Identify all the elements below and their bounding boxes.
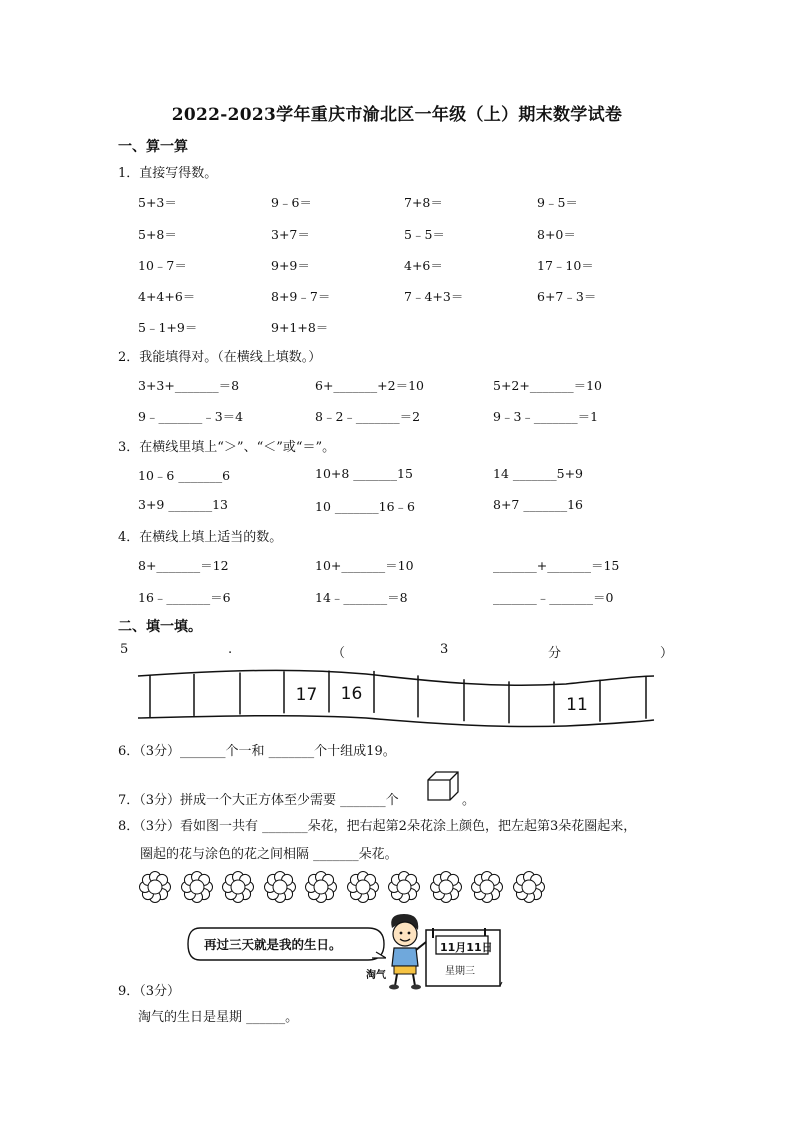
q3-item: 10 _______16﹣6 bbox=[315, 499, 415, 514]
q1-item: 8+0＝ bbox=[537, 227, 576, 242]
page-title: 2022-2023学年重庆市渝北区一年级（上）期末数学试卷 bbox=[171, 105, 623, 125]
q1-item: 9﹣5＝ bbox=[537, 195, 578, 210]
q2-item: 9﹣_______﹣3＝4 bbox=[138, 409, 244, 424]
q2-item: 3+3+_______＝8 bbox=[138, 378, 240, 393]
boy-icon bbox=[380, 912, 430, 990]
number-strip bbox=[136, 664, 656, 728]
section1-heading: 一、算一算 bbox=[118, 139, 188, 155]
q5-number: 5 bbox=[120, 642, 129, 657]
q4-item: 14﹣_______＝8 bbox=[315, 590, 408, 605]
q5-paren-open: （ bbox=[332, 646, 346, 661]
q5-paren-close: ） bbox=[660, 646, 674, 661]
q1-item: 4+6＝ bbox=[404, 258, 443, 273]
q1-item: 8+9﹣7＝ bbox=[271, 289, 331, 304]
q1-item: 4+4+6＝ bbox=[138, 289, 196, 304]
q5-score-unit: 分 bbox=[548, 646, 562, 661]
flower-icon bbox=[429, 870, 463, 904]
q1-item: 7+8＝ bbox=[404, 195, 443, 210]
flower-icon bbox=[346, 870, 380, 904]
q9-question: 淘气的生日是星期 ______。 bbox=[138, 1010, 299, 1025]
strip-number: 17 bbox=[295, 684, 318, 705]
strip-bottom-edge bbox=[138, 716, 654, 727]
q1-item: 6+7﹣3＝ bbox=[537, 289, 597, 304]
flower-icon bbox=[470, 870, 504, 904]
q5-dot: . bbox=[228, 642, 233, 657]
q7-end: 。 bbox=[462, 793, 476, 808]
flower-icon bbox=[221, 870, 255, 904]
strip-top-edge bbox=[138, 670, 654, 685]
q1-item: 5+8＝ bbox=[138, 227, 177, 242]
q4-item: 16﹣_______＝6 bbox=[138, 590, 231, 605]
cube-icon bbox=[426, 770, 460, 802]
q1-item: 7﹣4+3＝ bbox=[404, 289, 464, 304]
q1-item: 5﹣1+9＝ bbox=[138, 320, 198, 335]
q9-label: 9．（3分） bbox=[118, 984, 181, 999]
q1-item: 9+1+8＝ bbox=[271, 320, 329, 335]
q3-item: 8+7 _______16 bbox=[493, 497, 584, 512]
q3-item: 10+8 _______15 bbox=[315, 466, 413, 481]
q1-item: 10﹣7＝ bbox=[138, 258, 187, 273]
flower-icon bbox=[304, 870, 338, 904]
calendar-weekday: 星期三 bbox=[445, 966, 475, 977]
q3-label: 3．在横线里填上“＞”、“＜”或“＝”。 bbox=[118, 440, 336, 455]
flower-icon bbox=[512, 870, 546, 904]
section2-heading: 二、填一填。 bbox=[118, 619, 202, 635]
q1-item: 3+7＝ bbox=[271, 227, 310, 242]
q4-item: 8+_______＝12 bbox=[138, 558, 229, 573]
speech-bubble-text: 再过三天就是我的生日。 bbox=[204, 937, 342, 952]
flower-icon bbox=[387, 870, 421, 904]
q1-item: 9+9＝ bbox=[271, 258, 310, 273]
q4-item: _______+_______＝15 bbox=[493, 558, 620, 573]
q2-label: 2．我能填得对。（在横线上填数。） bbox=[118, 350, 322, 365]
q8-line2: 圈起的花与涂色的花之间相隔 _______朵花。 bbox=[140, 847, 398, 862]
boy-label: 淘气 bbox=[366, 970, 386, 981]
q3-item: 14 _______5+9 bbox=[493, 466, 584, 481]
q1-item: 5+3＝ bbox=[138, 195, 177, 210]
q4-item: 10+_______＝10 bbox=[315, 558, 414, 573]
q2-item: 6+_______+2＝10 bbox=[315, 378, 425, 393]
flower-icon bbox=[263, 870, 297, 904]
q1-item: 17﹣10＝ bbox=[537, 258, 594, 273]
q1-item: 5﹣5＝ bbox=[404, 227, 445, 242]
q2-item: 5+2+_______＝10 bbox=[493, 378, 603, 393]
calendar-icon bbox=[424, 922, 504, 988]
q5-score: 3 bbox=[440, 642, 449, 657]
strip-number: 16 bbox=[340, 684, 363, 705]
q1-item: 9﹣6＝ bbox=[271, 195, 312, 210]
q2-item: 8﹣2﹣_______＝2 bbox=[315, 409, 421, 424]
q4-label: 4．在横线上填上适当的数。 bbox=[118, 530, 283, 545]
q7-text: 7．（3分）拼成一个大正方体至少需要 _______个 bbox=[118, 793, 399, 808]
q3-item: 3+9 _______13 bbox=[138, 497, 229, 512]
q8-line1: 8．（3分）看如图一共有 _______朵花，把右起第2朵花涂上颜色，把左起第3朵花圈起来， bbox=[118, 819, 637, 834]
strip-number: 11 bbox=[566, 694, 588, 715]
q6-text: 6．（3分）_______个一和 _______个十组成19。 bbox=[118, 744, 396, 759]
q4-item: _______﹣_______＝0 bbox=[493, 590, 614, 605]
q2-item: 9﹣3﹣_______＝1 bbox=[493, 409, 599, 424]
q1-label: 1．直接写得数。 bbox=[118, 166, 218, 181]
flower-icon bbox=[138, 870, 172, 904]
flower-icon bbox=[180, 870, 214, 904]
calendar-date: 11月11日 bbox=[440, 941, 493, 954]
q3-item: 10﹣6 _______6 bbox=[138, 468, 231, 483]
